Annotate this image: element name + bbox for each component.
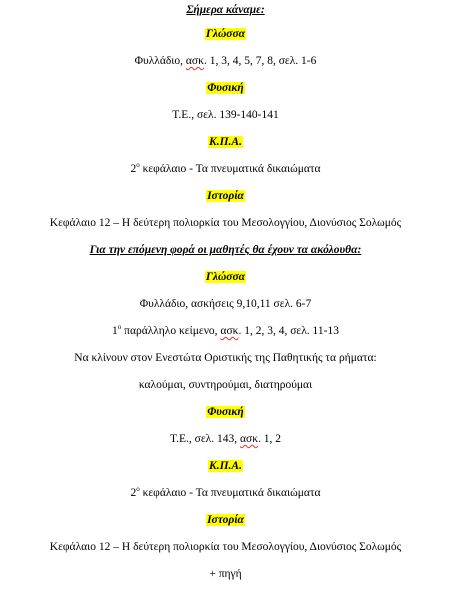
next-istoria-line-1: Κεφάλαιο 12 – Η δεύτερη πολιορκία του Μεσολογγίου, Διονύσιος Σολωμός bbox=[49, 541, 402, 553]
subject-kpa-today: Κ.Π.Α. bbox=[209, 136, 242, 148]
next-fysiki-line: Τ.Ε., σελ. 143, ασκ. 1, 2 bbox=[169, 433, 282, 445]
next-kpa-line: $2^o$ κεφάλαιο - Τα πνευματικά δικαιώματα bbox=[130, 485, 321, 499]
next-glossa-line-3: Να κλίνουν στον Ενεστώτα Οριστικής της Παθητικής τα ρήματα: bbox=[74, 352, 377, 364]
spellcheck-word: ασκ bbox=[240, 433, 259, 445]
today-istoria-line: Κεφάλαιο 12 – Η δεύτερη πολιορκία του Μεσολογγίου, Διονύσιος Σολωμός bbox=[49, 217, 402, 229]
next-glossa-line-4: καλούμαι, συντηρούμαι, διατηρούμαι bbox=[138, 379, 313, 391]
today-heading: Σήμερα κάναμε: bbox=[186, 4, 265, 16]
spellcheck-word: ασκ bbox=[220, 325, 239, 337]
next-heading: Για την επόμενη φορά οι μαθητές θα έχουν τα ακόλουθα: bbox=[89, 244, 362, 256]
subject-glossa-today: Γλώσσα bbox=[205, 28, 246, 40]
next-glossa-line-2: $1^o$ παράλληλο κείμενο, ασκ. 1, 2, 3, 4, σελ. 11-13 bbox=[112, 323, 339, 337]
subject-fysiki-next: Φυσική bbox=[207, 406, 244, 418]
today-kpa-line: $2^o$ κεφάλαιο - Τα πνευματικά δικαιώματα bbox=[130, 161, 321, 175]
next-istoria-line-2: + πηγή bbox=[209, 568, 242, 580]
subject-istoria-today: Ιστορία bbox=[207, 190, 244, 202]
next-glossa-line-1: Φυλλάδιο, ασκήσεις 9,10,11 σελ. 6-7 bbox=[139, 298, 312, 310]
spellcheck-word: ασκ bbox=[185, 55, 204, 67]
today-glossa-line: Φυλλάδιο, ασκ. 1, 3, 4, 5, 7, 8, σελ. 1-6 bbox=[134, 55, 317, 67]
subject-istoria-next: Ιστορία bbox=[207, 514, 244, 526]
subject-glossa-next: Γλώσσα bbox=[205, 271, 246, 283]
subject-fysiki-today: Φυσική bbox=[207, 82, 244, 94]
subject-kpa-next: Κ.Π.Α. bbox=[209, 460, 242, 472]
today-fysiki-line: Τ.Ε., σελ. 139-140-141 bbox=[172, 109, 279, 121]
